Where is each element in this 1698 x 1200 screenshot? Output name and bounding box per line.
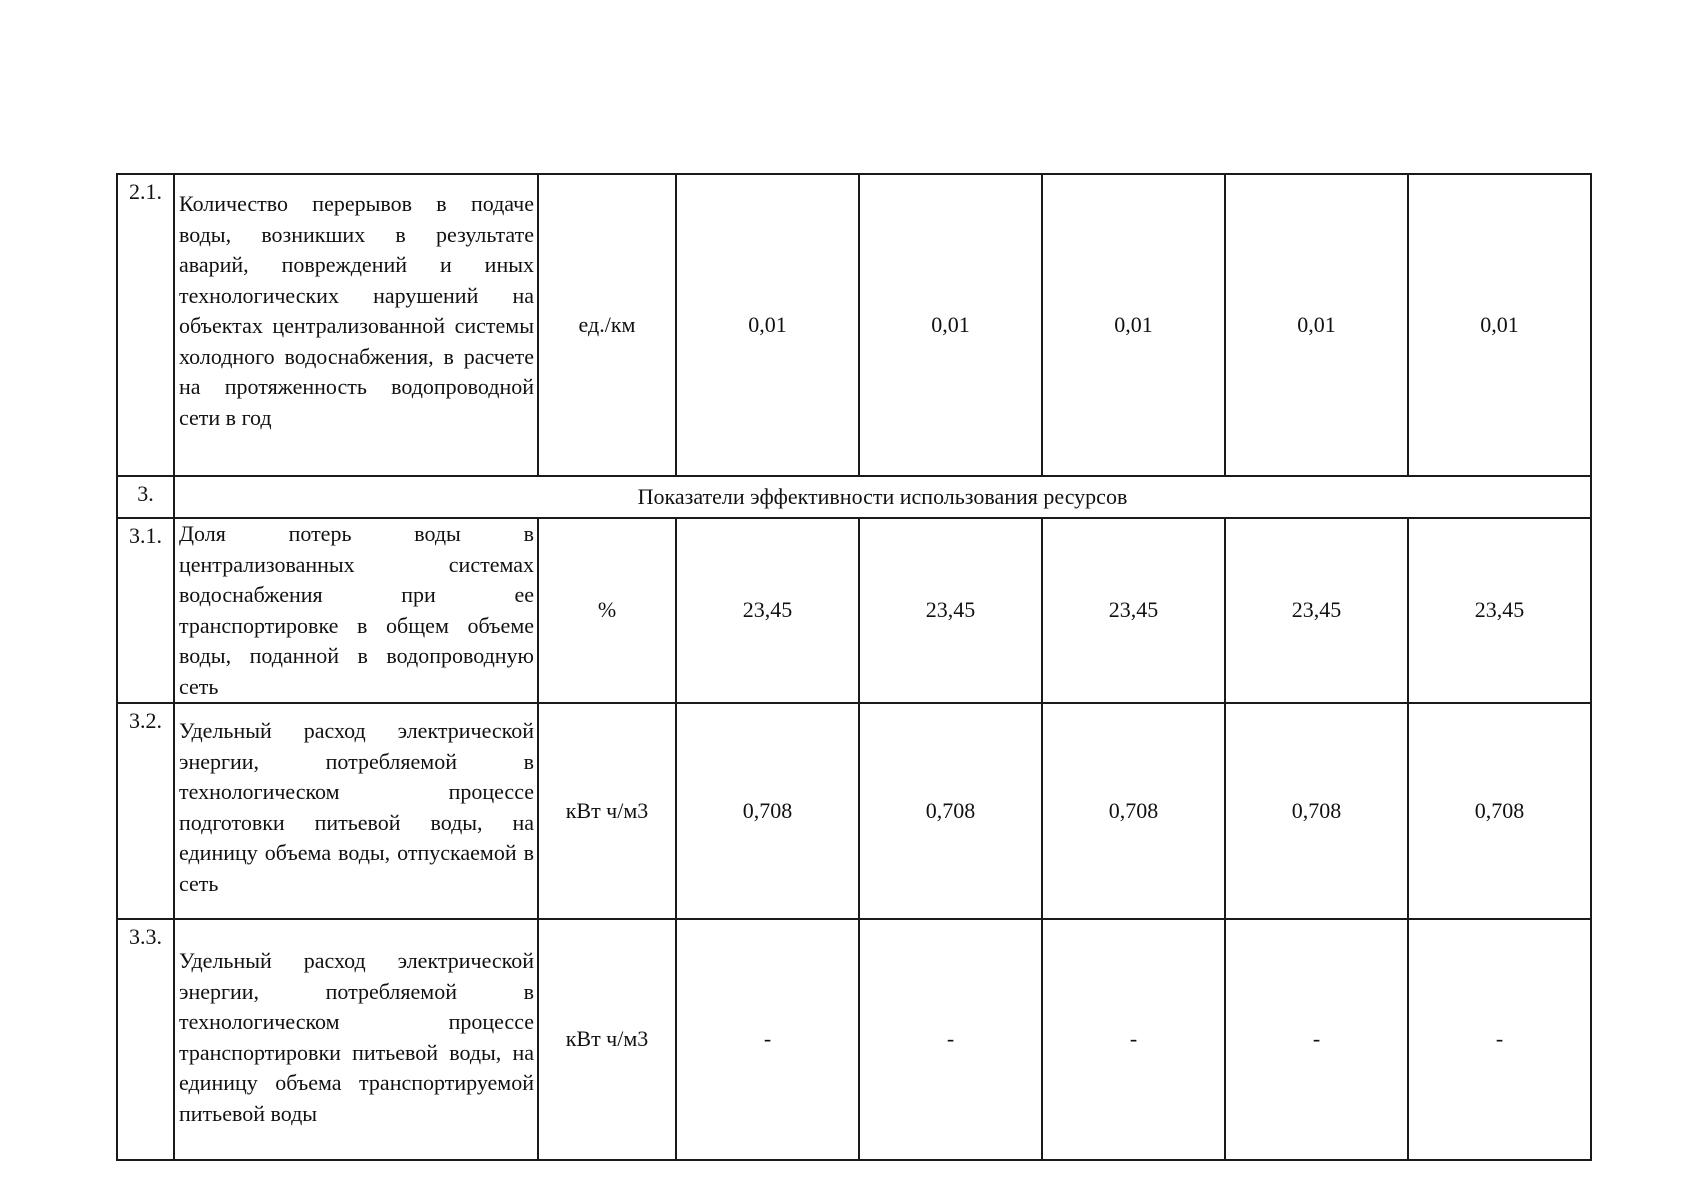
row-description-text: Количество перерывов в подаче воды, возникших в результате аварий, повреждений и иных технологических нарушений на объектах централизованной системы холодного водоснабжения, в расчете на протяженность водопроводной сети в год — [179, 191, 534, 430]
section-row — [117, 476, 1591, 518]
row-description — [174, 703, 538, 919]
table-row — [117, 174, 1591, 476]
row-unit: кВт ч/м3 — [538, 919, 676, 1160]
row-value: 23,45 — [1225, 518, 1408, 703]
row-unit: кВт ч/м3 — [538, 703, 676, 919]
row-unit: ед./км — [538, 174, 676, 476]
indicators-table — [116, 173, 1592, 1161]
row-description-text: Удельный расход электрической энергии, потребляемой в технологическом процессе подготовки питьевой воды, на единицу объема воды, отпускаемой в сеть — [179, 718, 534, 896]
row-number: 3.2. — [117, 703, 174, 919]
table-row — [117, 518, 1591, 703]
row-value: 23,45 — [1408, 518, 1591, 703]
row-value: 0,01 — [1042, 174, 1225, 476]
row-description-text: Доля потерь воды в централизованных системах водоснабжения при ее транспортировке в общем объеме воды, поданной в водопроводную сеть — [179, 521, 534, 699]
row-value: 0,708 — [1042, 703, 1225, 919]
row-number: 2.1. — [117, 174, 174, 476]
section-title: Показатели эффективности использования ресурсов — [174, 476, 1591, 518]
row-value: - — [676, 919, 859, 1160]
row-value: - — [1042, 919, 1225, 1160]
row-description-text: Удельный расход электрической энергии, потребляемой в технологическом процессе транспортировки питьевой воды, на единицу объема транспортируемой питьевой воды — [179, 948, 534, 1126]
row-value: 0,708 — [859, 703, 1042, 919]
row-value: 23,45 — [1042, 518, 1225, 703]
row-value: 0,01 — [1408, 174, 1591, 476]
row-description — [174, 919, 538, 1160]
row-value: 23,45 — [676, 518, 859, 703]
row-unit: % — [538, 518, 676, 703]
row-description — [174, 174, 538, 476]
row-number: 3.3. — [117, 919, 174, 1160]
row-value: 0,708 — [676, 703, 859, 919]
row-value: - — [1225, 919, 1408, 1160]
row-value: 0,708 — [1225, 703, 1408, 919]
row-value: 0,01 — [1225, 174, 1408, 476]
table-row — [117, 703, 1591, 919]
row-number: 3. — [117, 476, 174, 518]
row-value: 23,45 — [859, 518, 1042, 703]
row-value: - — [1408, 919, 1591, 1160]
table-row — [117, 919, 1591, 1160]
row-number: 3.1. — [117, 518, 174, 703]
row-value: 0,01 — [676, 174, 859, 476]
row-value: 0,01 — [859, 174, 1042, 476]
row-description — [174, 518, 538, 703]
row-value: 0,708 — [1408, 703, 1591, 919]
row-value: - — [859, 919, 1042, 1160]
